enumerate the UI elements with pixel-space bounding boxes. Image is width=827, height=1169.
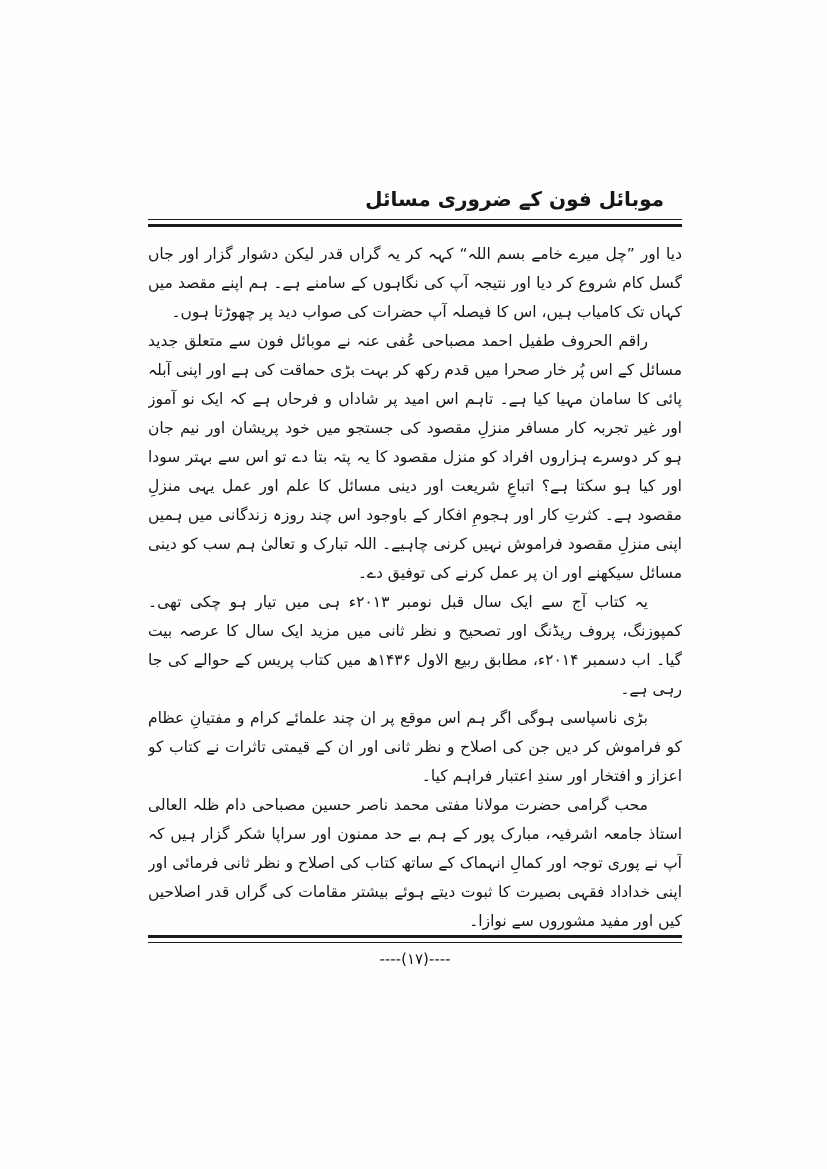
paragraph: محب گرامی حضرت مولانا مفتی محمد ناصر حسین مصباحی دام ظلہ العالی استاذ جامعہ اشرفیہ، مبارک پور کے ہم بے حد ممنون اور سراپا شکر گزار ہیں کہ آپ نے پوری توجہ اور کمالِ انہماک کے ساتھ کتاب کی اصلاح و نظر ثانی فرمائی اور اپنی خداداد فقہی بصیرت کا ثبوت دیتے ہوئے بیشتر مقامات کی گراں قدر اصلاحیں کیں اور مفید مشوروں سے نوازا۔ [148, 796, 682, 930]
page-content [148, 184, 682, 936]
page-number: ----(۱۷)---- [379, 950, 451, 968]
header-divider-rule [148, 219, 682, 227]
paragraph: یہ کتاب آج سے ایک سال قبل نومبر ۲۰۱۳ء ہی میں تیار ہو چکی تھی۔ کمپوزنگ، پروف ریڈنگ اور تصحیح و نظر ثانی میں مزید ایک سال کا عرصہ بیت گیا۔ اب دسمبر ۲۰۱۴ء، مطابق ربیع الاول ۱۴۳۶ھ میں کتاب پریس کے حوالے کی جا رہی ہے۔ [148, 593, 682, 698]
running-header-title: موبائل فون کے ضروری مسائل [365, 187, 664, 211]
body-text [148, 240, 682, 936]
paragraph: راقم الحروف طفیل احمد مصباحی عُفی عنہ نے موبائل فون سے متعلق جدید مسائل کے اس پُر خار صحرا میں قدم رکھ کر بہت بڑی حماقت کی ہے اور اپنی آبلہ پائی کا سامان مہیا کیا ہے۔ تاہم اس امید پر شاداں و فرحاں ہے کہ ایک نو آموز اور غیر تجربہ کار مسافر منزلِ مقصود کی جستجو میں خود پریشان اور نیم جان ہو کر دوسرے ہزاروں افراد کو منزل مقصود کا یہ پتہ بتا دے تو اس سے بہتر سودا اور کیا ہو سکتا ہے؟ اتباعِ شریعت اور دینی مسائل کا علم اور عمل یہی منزلِ مقصود ہے۔ کثرتِ کار اور ہجومِ افکار کے باوجود اس چند روزہ زندگانی میں ہمیں اپنی منزلِ مقصود فراموش نہیں کرنی چاہیے۔ اللہ تبارک و تعالیٰ ہم سب کو دینی مسائل سیکھنے اور ان پر عمل کرنے کی توفیق دے۔ [148, 332, 682, 582]
paragraph: بڑی ناسپاسی ہوگی اگر ہم اس موقع پر ان چند علمائے کرام و مفتیانِ عظام کو فراموش کر دیں جن کی اصلاح و نظر ثانی اور ان کے قیمتی تاثرات نے کتاب کو اعزاز و افتخار اور سندِ اعتبار فراہم کیا۔ [148, 709, 682, 785]
page-footer [148, 935, 682, 968]
footer-divider-rule [148, 935, 682, 943]
paragraph-continuation: دیا اور ”چل میرے خامے بسم اللہ“ کہہ کر یہ گراں قدر لیکن دشوار گزار اور جاں گسل کام شروع کر دیا اور نتیجہ آپ کی نگاہوں کے سامنے ہے۔ ہم اپنے مقصد میں کہاں تک کامیاب ہیں، اس کا فیصلہ آپ حضرات کی صواب دید پر چھوڑتا ہوں۔ [148, 245, 682, 321]
